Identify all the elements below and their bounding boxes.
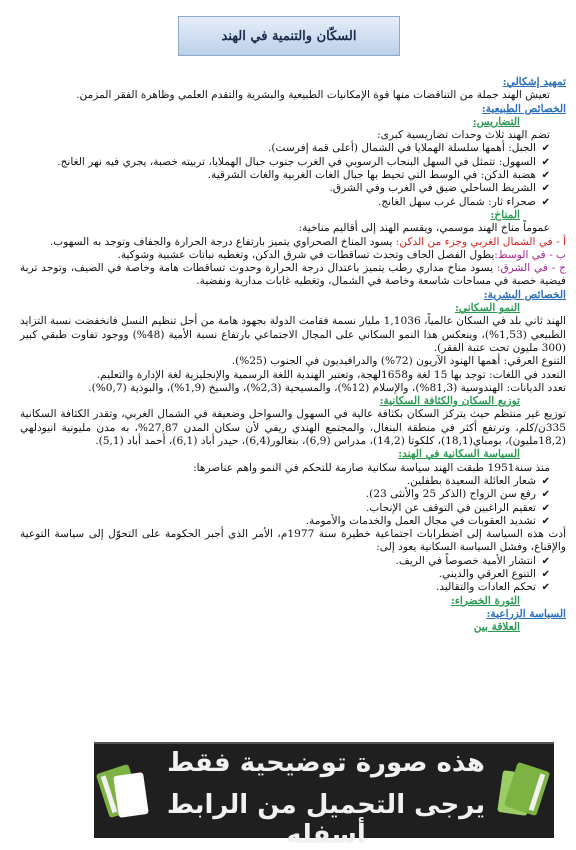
language-text: التعدد في اللغات: توجد بها 15 لغة و1658لهجة، وتعتبر الهندية اللغة الرسمية والإنجليزية لغة الإدارة والتعليم. [96,368,566,381]
relation-heading: العلاقة بين [473,621,520,634]
list-item: ✔ السهول: تتمثل في السهل البنجاب الرسوبي في الغرب جنوب جبال الهملايا، تربيته خصبة، يجري فيه نهر الغانج. [20,156,566,169]
climate-b-label: ب - في الوسط: [494,248,566,261]
relief-heading: التضاريس: [472,115,520,128]
climate-a-label: أ - في الشمال الغربي وجزء من الدكن: [395,235,566,248]
book-icon [113,772,149,818]
climate-region-c [20,262,566,289]
policy-heading: السياسة السكانية في الهند: [398,448,520,461]
document-body [20,76,566,634]
watermark-line-1: هذه صورة توضيحية فقط [167,748,485,778]
climate-c-text: يسود مناخ مداري رطب يتميز باعتدال درجة الحرارة وحدوث تساقطات هامة وخاصة في الصيف، وتوجد تربة فيضية خصبة في مساحات شاسعة وخاصة في الشمال، وتغطيه غابات مدارية ونفضية. [20,262,566,288]
list-item: ✔ تشديد العقوبات في مجال العمل والخدمات والأمومة. [20,515,566,528]
intro-heading: تمهيد إشكالي: [502,76,566,88]
growth-heading: النمو السكاني: [454,302,520,315]
climate-region-b [20,249,566,262]
relief-intro: تضم الهند ثلاث وحدات تضاريسية كبرى: [377,129,550,142]
religion-text: تعدد الديانات: الهندوسية (81,3%)، والإسلام (12%)، والمسيحية (2,3%)، والسيخ (1,9%)، والبوذية (0,7%). [88,381,566,394]
list-item: ✔ صحراء ثار: شمال غرب سهل الغانج. [20,196,566,209]
list-item: ✔ التنوع العرقي والديني. [20,568,566,581]
list-item: ✔ هضبة الدكن: في الوسط التي تحيط بها جبال الغات الغربية والغات الشرقية. [20,169,566,182]
intro-text: تعيش الهند جملة من التناقضات منها قوة الإمكانيات الطبيعية والبشرية والتقدم العلمي وظاهرة الفقر المزمن. [76,89,550,102]
climate-heading: المناخ: [490,208,520,221]
policy-result: أدت هذه السياسة إلى اضطرابات اجتماعية خطيرة سنة 1977م، الأمر الذي أجبر الحكومة على التحوّل إلى سياسة التوعية والإقناع، وفشل السياسة السكانية يعود إلى: [20,528,566,554]
policy-intro: منذ سنة1951 طبقت الهند سياسة سكانية صارمة للتحكم في النمو واهم عناصرها: [193,461,550,474]
climate-c-label: ج - في الشرق: [496,262,567,275]
list-item: ✔ تحكم العادات والتقاليد. [20,581,566,594]
list-item: ✔ تعقيم الراغبين في التوقف عن الإنجاب. [20,502,566,515]
human-heading: الخصائص البشرية: [483,288,566,301]
climate-region-a [20,236,566,249]
list-item: ✔ رفع سن الزواج (الذكر 25 والأنثى 23). [20,488,566,501]
climate-b-text: يطول الفصل الجاف وتحدث تساقطات في شرق الدكن، وتغطيه نباتات عشبية وشوكية. [117,248,495,261]
green-revolution-heading: الثورة الخضراء: [450,594,520,607]
climate-intro: عموماً مناخ الهند موسمي، ويقسم الهند إلى أقاليم مناخية: [298,222,550,235]
list-item: ✔ انتشار الأمية خصوصاً في الريف. [20,555,566,568]
list-item: ✔ الجبل: أهمها سلسلة الهملايا في الشمال (أعلى قمة إفرست). [20,142,566,155]
agri-policy-heading: السياسة الزراعية: [486,607,566,620]
watermark-banner [94,742,554,850]
document-title: السكّان والتنمية في الهند [178,16,400,56]
list-item: ✔ الشريط الساحلي ضيق في الغرب وفي الشرق. [20,182,566,195]
list-item: ✔ شعار العائلة السعيدة بطفلين. [20,475,566,488]
ethnic-text: التنوع العرقي: أهمها الهنود الآريون (72%) والدرافيديون في الجنوب (25%). [231,355,566,368]
growth-text: الهند ثاني بلد في السكان عالمياً، 1,1036 مليار نسمة فقامت الدولة بجهود هامة من أجل تنظيم النسل فانخفضت نسبة التزايد الطبيعي (1,53%)، وينعكس هذا النمو السكاني على المجال الاجتماعي بارتفاع نسبة الأمية (48%) ووجود تفاوت طبقي كبير (300 مليون تحت عتبة الفقر). [20,315,567,354]
watermark-line-2: يرجى التحميل من الرابط أسفله [166,790,486,850]
book-icon [504,762,551,816]
density-text: توزيع غير منتظم حيث يتركز السكان بكثافة عالية في السهول والسواحل وضعيفة في الشمال الغربي، وتقدر الكثافة السكانية 335ن/كلم، وترتفع أكثر في منطقة البنغال، والمجتمع الهندي ريفي لأن سكان المدن 27,87%، به مدن مليونية انيودلهي (18,2مليون)، بومباي(18,1)، كلكوتا (14,2)، مدراس (6,9)، بنغالور(6,4)، حيدر أباد (6,1)، أحمد أباد (5,1). [20,408,566,448]
density-heading: توزيع السكان والكثافة السكانية: [379,395,520,408]
climate-a-text: يسود المناخ الصحراوي يتميز بارتفاع درجة الحرارة والجفاف وتوجد به السهوب. [49,235,393,248]
natural-heading: الخصائص الطبيعية: [481,102,566,115]
